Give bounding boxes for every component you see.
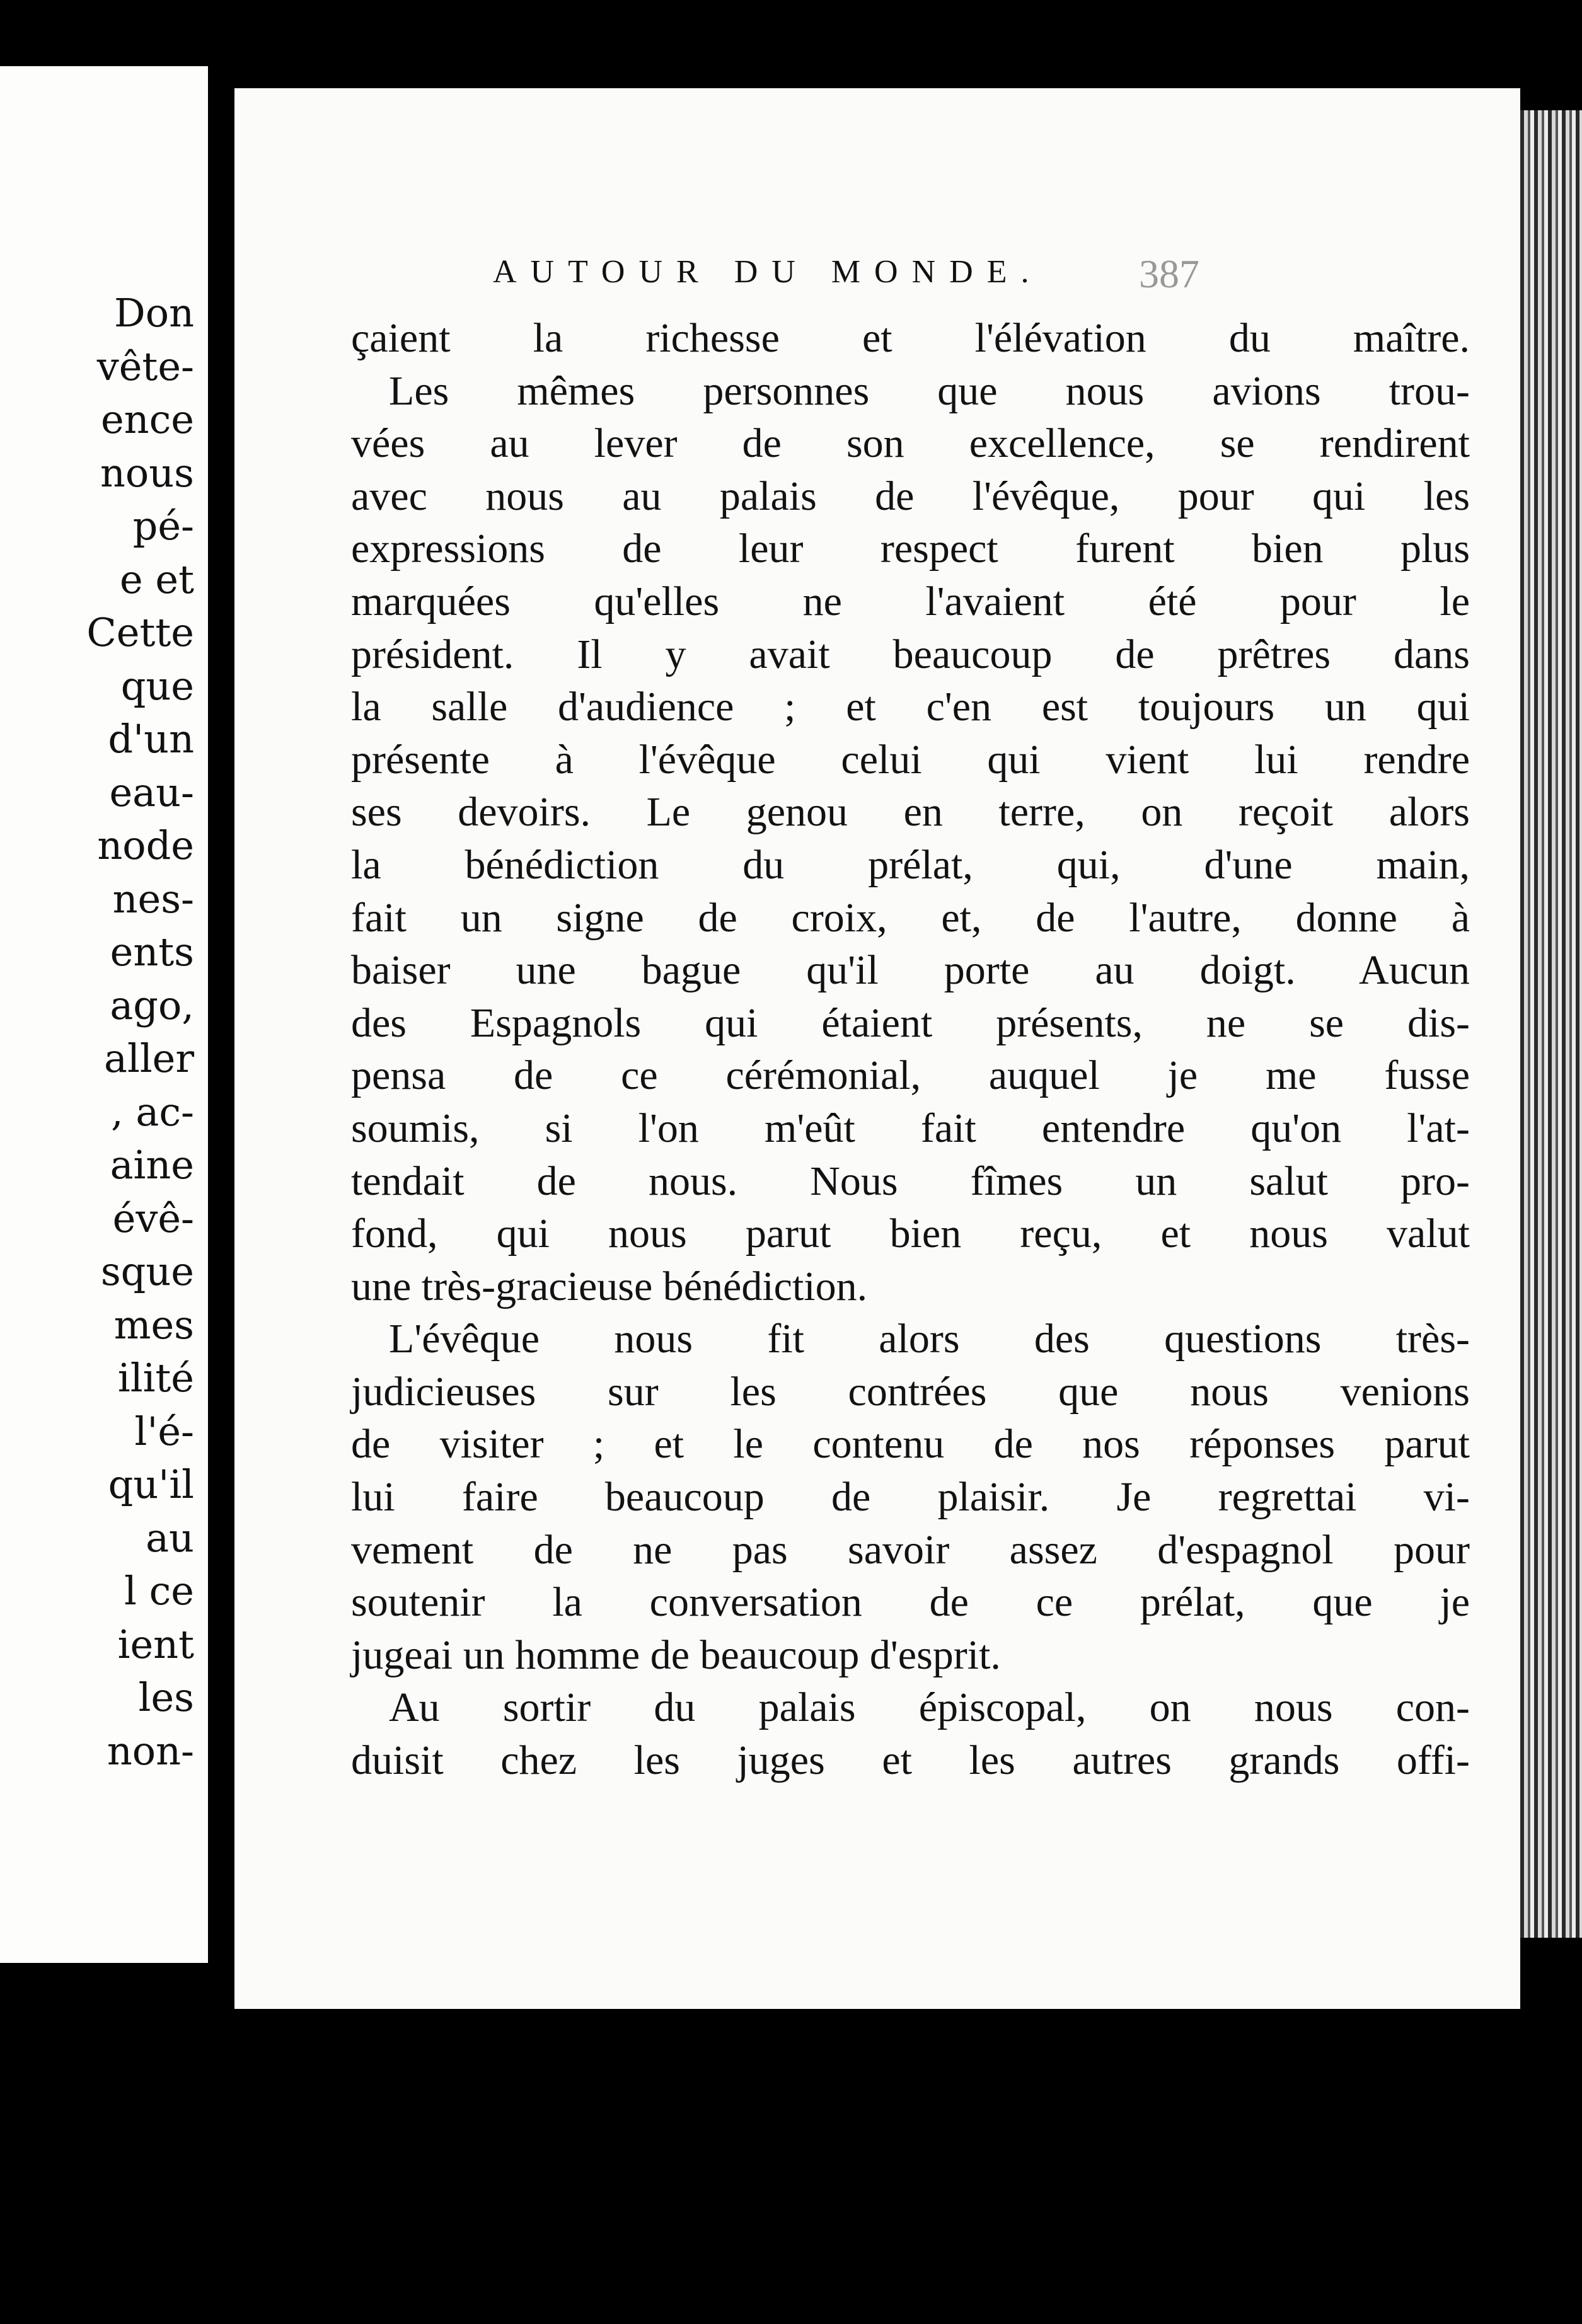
left-line: nous — [100, 449, 194, 496]
left-line: d'un — [108, 716, 194, 762]
text-line: une très-gracieuse bénédiction. — [351, 1263, 868, 1309]
left-line: Cette — [86, 609, 194, 655]
text-line: soutenir la conversation de ce prélat, que je — [351, 1579, 1470, 1626]
text-line: vées au lever de son excellence, se rendirent — [351, 420, 1470, 467]
text-line: Au sortir du palais épiscopal, on nous con- — [389, 1684, 1470, 1731]
left-line: évê- — [112, 1195, 194, 1241]
left-page-text — [86, 287, 194, 1778]
left-line: les — [138, 1674, 194, 1720]
left-line: ago, — [110, 982, 194, 1028]
text-line: des Espagnols qui étaient présents, ne se dis- — [351, 999, 1470, 1046]
left-line: eau- — [109, 769, 194, 815]
left-line: l ce — [124, 1568, 194, 1614]
text-line: baiser une bague qu'il porte au doigt. Aucun — [351, 947, 1470, 994]
body-text — [351, 312, 1470, 1787]
left-line: mes — [113, 1301, 194, 1348]
left-line: node — [97, 822, 194, 868]
left-line: ence — [100, 396, 194, 442]
left-line: ents — [110, 929, 194, 975]
left-line: , ac- — [110, 1088, 194, 1135]
left-line: au — [146, 1514, 194, 1561]
left-line: qu'il — [108, 1461, 194, 1507]
text-line: duisit chez les juges et les autres grands offi- — [351, 1737, 1470, 1784]
text-line: judicieuses sur les contrées que nous venions — [351, 1368, 1470, 1415]
left-line: vête- — [96, 343, 194, 389]
left-line: e et — [119, 556, 194, 602]
left-line: l'é- — [134, 1408, 194, 1454]
text-line: expressions de leur respect furent bien plus — [351, 526, 1470, 572]
text-line: président. Il y avait beaucoup de prêtres dans — [351, 631, 1470, 677]
left-line: nes- — [112, 875, 194, 922]
text-line: avec nous au palais de l'évêque, pour qui les — [351, 473, 1470, 519]
text-line: marquées qu'elles ne l'avaient été pour le — [351, 578, 1470, 624]
left-page-fragment — [0, 66, 208, 1963]
left-line: non- — [107, 1727, 194, 1774]
left-line: ilité — [117, 1355, 194, 1401]
text-line: vement de ne pas savoir assez d'espagnol pour — [351, 1526, 1470, 1573]
running-header: AUTOUR DU MONDE. — [493, 254, 1043, 290]
text-line: fond, qui nous parut bien reçu, et nous valut — [351, 1211, 1470, 1257]
text-line: tendait de nous. Nous fîmes un salut pro- — [351, 1158, 1470, 1204]
left-line: aller — [104, 1035, 194, 1081]
left-line: sque — [100, 1248, 194, 1294]
left-line: que — [120, 662, 194, 709]
right-page — [234, 88, 1520, 2009]
text-line: Les mêmes personnes que nous avions trou- — [389, 367, 1470, 414]
text-line: lui faire beaucoup de plaisir. Je regrettai vi- — [351, 1474, 1470, 1521]
text-line: soumis, si l'on m'eût fait entendre qu'on l'at- — [351, 1105, 1470, 1151]
page-number: 387 — [1139, 251, 1199, 296]
text-line: L'évêque nous fit alors des questions très- — [389, 1316, 1470, 1362]
text-line: pensa de ce cérémonial, auquel je me fusse — [351, 1052, 1470, 1099]
text-line: fait un signe de croix, et, de l'autre, donne à — [351, 894, 1470, 941]
text-line: jugeai un homme de beaucoup d'esprit. — [351, 1631, 1001, 1678]
text-line: la salle d'audience ; et c'en est toujours un qui — [351, 684, 1470, 730]
left-line: ient — [117, 1621, 194, 1667]
left-line: Don — [114, 290, 194, 336]
text-line: la bénédiction du prélat, qui, d'une main, — [351, 841, 1470, 888]
text-line: de visiter ; et le contenu de nos réponses parut — [351, 1421, 1470, 1468]
text-line: çaient la richesse et l'élévation du maître. — [351, 315, 1470, 361]
text-line: ses devoirs. Le genou en terre, on reçoit alors — [351, 789, 1470, 836]
text-line: présente à l'évêque celui qui vient lui rendre — [351, 736, 1470, 783]
left-line: pé- — [132, 503, 194, 549]
left-line: aine — [110, 1142, 194, 1188]
